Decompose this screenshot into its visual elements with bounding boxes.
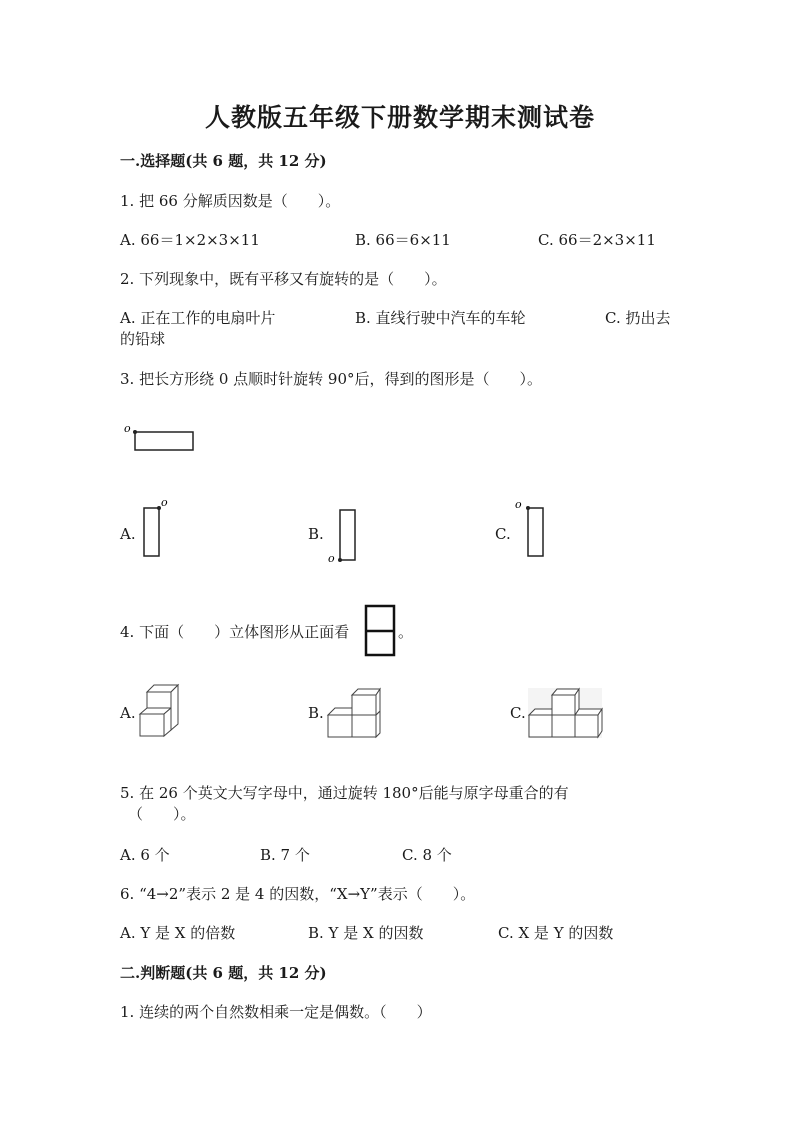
question-1-text: 1. 把 66 分解质因数是（ ）。 <box>120 192 341 210</box>
question-4-text: 4. 下面（ ）立体图形从正面看 <box>120 623 350 641</box>
section-heading-judgement: 二.判断题(共 6 题，共 12 分) <box>120 964 327 982</box>
svg-text:o: o <box>328 552 335 565</box>
question-3-option-c[interactable]: C. <box>495 525 511 543</box>
question-6-option-a[interactable]: A. Y 是 X 的倍数 <box>120 924 236 942</box>
question-4-option-a-figure[interactable] <box>138 678 182 740</box>
question-3-option-b-figure[interactable] <box>325 506 365 566</box>
question-5-continuation: （ ）。 <box>128 805 196 823</box>
question-1-option-b[interactable]: B. 66＝6×11 <box>355 231 451 249</box>
svg-text:o: o <box>515 498 522 511</box>
question-6-text: 6. “4→2”表示 2 是 4 的因数，“X→Y”表示（ ）。 <box>120 885 476 903</box>
judgement-question-1-text: 1. 连续的两个自然数相乘一定是偶数。（ ） <box>120 1003 432 1021</box>
question-6-option-b[interactable]: B. Y 是 X 的因数 <box>308 924 424 942</box>
question-3-option-a[interactable]: A. <box>120 525 136 543</box>
svg-text:o: o <box>161 496 168 509</box>
section-heading-choice: 一.选择题(共 6 题，共 12 分) <box>120 152 327 170</box>
page-title: 人教版五年级下册数学期末测试卷 <box>204 103 595 132</box>
question-5-option-a[interactable]: A. 6 个 <box>120 846 170 864</box>
question-3-rectangle-figure <box>120 418 200 458</box>
question-3-text: 3. 把长方形绕 0 点顺时针旋转 90°后，得到的图形是（ ）。 <box>120 370 543 388</box>
question-2-option-a[interactable]: A. 正在工作的电扇叶片 <box>120 309 276 327</box>
question-1-option-a[interactable]: A. 66＝1×2×3×11 <box>120 231 260 249</box>
question-5-option-c[interactable]: C. 8 个 <box>402 846 452 864</box>
question-2-option-b[interactable]: B. 直线行驶中汽车的车轮 <box>355 309 526 327</box>
question-3-option-b[interactable]: B. <box>308 525 324 543</box>
question-4-front-view-figure <box>364 604 398 658</box>
point-o-label: o <box>124 422 131 435</box>
question-2-option-c[interactable]: C. 扔出去 <box>605 309 671 327</box>
question-6-option-c[interactable]: C. X 是 Y 的因数 <box>498 924 614 942</box>
question-4-text-end: 。 <box>398 623 414 641</box>
question-5-text: 5. 在 26 个英文大写字母中，通过旋转 180°后能与原字母重合的有 <box>120 784 569 802</box>
question-4-option-b-figure[interactable] <box>326 686 382 740</box>
question-2-text: 2. 下列现象中，既有平移又有旋转的是（ ）。 <box>120 270 447 288</box>
question-4-option-c[interactable]: C. <box>510 704 526 722</box>
question-4-option-b[interactable]: B. <box>308 704 324 722</box>
question-2-option-c-continuation: 的铅球 <box>120 330 166 348</box>
question-4-option-c-figure[interactable] <box>526 686 604 740</box>
question-1-option-c[interactable]: C. 66＝2×3×11 <box>538 231 656 249</box>
question-4-option-a[interactable]: A. <box>120 704 136 722</box>
question-3-option-a-figure[interactable] <box>140 498 180 560</box>
question-5-option-b[interactable]: B. 7 个 <box>260 846 310 864</box>
question-3-option-c-figure[interactable] <box>512 498 552 560</box>
